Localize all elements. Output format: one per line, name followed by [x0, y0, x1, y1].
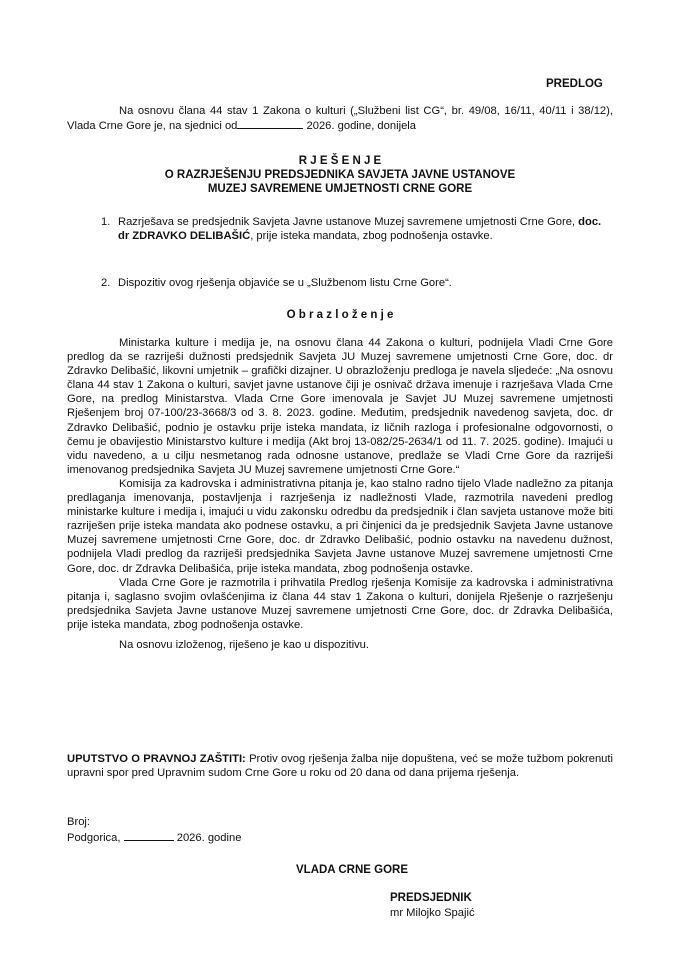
place-date-line [67, 830, 241, 845]
title-line-3: MUZEJ SAVREMENE UMJETNOSTI CRNE GORE [207, 183, 473, 196]
document-number: Broj: [67, 816, 91, 828]
reasoning-paragraph-3: Vlada Crne Gore je razmotrila i prihvatila Predlog rješenja Komisije za kadrovska i administrativna pitanja i, saglasno svojim ovlašćenjima iz člana 44 stav 1 Zakona o kulturi, donijela Rješenje o razrješenju predsjednika Savjeta Javne ustanove Muzej savremene umjetnosti Crne Gore, doc. dr Zdravka Delibašića, prije isteka mandata, zbog podnošenja ostavke. [67, 576, 613, 631]
preamble-end: 2026. godine, donijela [306, 120, 416, 133]
title-line-2: O RAZRJEŠENJU PREDSJEDNIKA SAVJETA JAVNE USTANOVE [164, 169, 516, 182]
preamble [67, 104, 613, 133]
title-line-1: R J E Š E N J E [298, 155, 382, 167]
decision-title [67, 154, 613, 197]
signatory-name: mr Milojko Spajić [390, 907, 475, 919]
item-number-1: 1. [101, 216, 111, 228]
date-blank [237, 118, 303, 129]
reasoning-body [67, 336, 613, 652]
reasoning-paragraph-1: Ministarka kulture i medija je, na osnovu člana 44 Zakona o kulturi, podnijela Vladi Crne Gore predlog da se razriješi dužnosti predsjednik Savjeta JU Muzej savremene umjetnosti Crne Gore, doc. dr Zdravko Delibašić, likovni umjetnik – grafički dizajner. U obrazloženju predloga je navela sljedeće: „Na osnovu člana 44 stav 1 Zakona o kulturi, savjet javne ustanove čiji je osnivač država imenuje i razrješava Vlada Crne Gore, na predlog Ministarstva. Vlada Crne Gore imenovala je Savjet JU Muzej savremene umjetnosti Rješenjem broj 07-100/23-3668/3 od 3. 8. 2023. godine. Međutim, predsjednik navedenog savjeta, doc. dr Zdravko Delibašić, podnio je ostavku prije isteka mandata, iz ličnih razloga i profesionalne odgovornosti, o čemu je obavijestio Ministarstvo kulture i medija (Akt broj 13-082/25-2634/1 od 11. 7. 2025. godine). Imajući u vidu navedeno, a u cilju nesmetanog rada odnosne ustanove, predlaže se Vladi Crne Gore da razriješi imenovanog predsjednika Savjeta JU Muzej savremene umjetnosti Crne Gore.“ [67, 337, 613, 476]
reasoning-heading: O b r a z l o ž e n j e [286, 309, 394, 321]
item-1-person: doc. dr ZDRAVKO DELIBAŠIĆ [118, 216, 602, 243]
place: Podgorica, [67, 832, 121, 844]
legal-remedy-label: UPUTSTVO O PRAVNOJ ZAŠTITI: [67, 753, 246, 765]
issuing-authority: VLADA CRNE GORE [296, 864, 409, 876]
reasoning-paragraph-2: Komisija za kadrovska i administrativna pitanja je, kao stalno radno tijelo Vlade nadležno za pitanja predlaganja imenovanja, postavljenja i razrješenja iz nadležnosti Vlade, razmotrila navedeni predlog ministarke kulture i medija i, imajući u vidu zakonsku odredbu da predsjednik i član savjeta ustanove može biti razriješen prije isteka mandata ako podnese ostavku, a pri činjenici da je predsjednik Savjeta Javne ustanove Muzej savremene umjetnosti Crne Gore, doc. dr Zdravko Delibašić, podnio ostavku na navedenu dužnost, podnijela Vladi predlog da razriješi predsjednika Savjeta Javne ustanove Muzej savremene umjetnosti Crne Gore, doc. dr Zdravka Delibašića, prije isteka mandata, zbog podnošenja ostavke. [67, 477, 613, 575]
item-1-text-end: , prije isteka mandata, zbog podnošenja ostavke. [250, 230, 493, 243]
year: 2026. godine [176, 832, 242, 844]
preamble-text: Na osnovu člana 44 stav 1 Zakona o kulturi („Službeni list CG“, br. 49/08, 16/11, 40/11 i 38/12), Vlada Crne Gore je, na sjednici od [67, 105, 613, 133]
decision-item-2: Dispozitiv ovog rješenja objaviće se u „Službenom listu Crne Gore“. [118, 277, 452, 289]
item-number-2: 2. [101, 277, 111, 289]
signatory-role: PREDSJEDNIK [390, 892, 472, 904]
day-blank [124, 830, 174, 841]
reasoning-paragraph-4: Na osnovu izloženog, riješeno je kao u dispozitivu. [119, 638, 369, 651]
item-1-text: Razrješava se predsjednik Savjeta Javne ustanove Muzej savremene umjetnosti Crne Gore, [118, 216, 579, 228]
decision-item-1 [118, 215, 613, 243]
legal-remedy-text: Protiv ovog rješenja žalba nije dopuštena, već se može tužbom pokrenuti upravni spor pred Upravnim sudom Crne Gore u roku od 20 dana od dana prijema rješenja. [67, 753, 613, 780]
legal-remedy [67, 752, 613, 780]
document-status-label: PREDLOG [546, 78, 603, 90]
